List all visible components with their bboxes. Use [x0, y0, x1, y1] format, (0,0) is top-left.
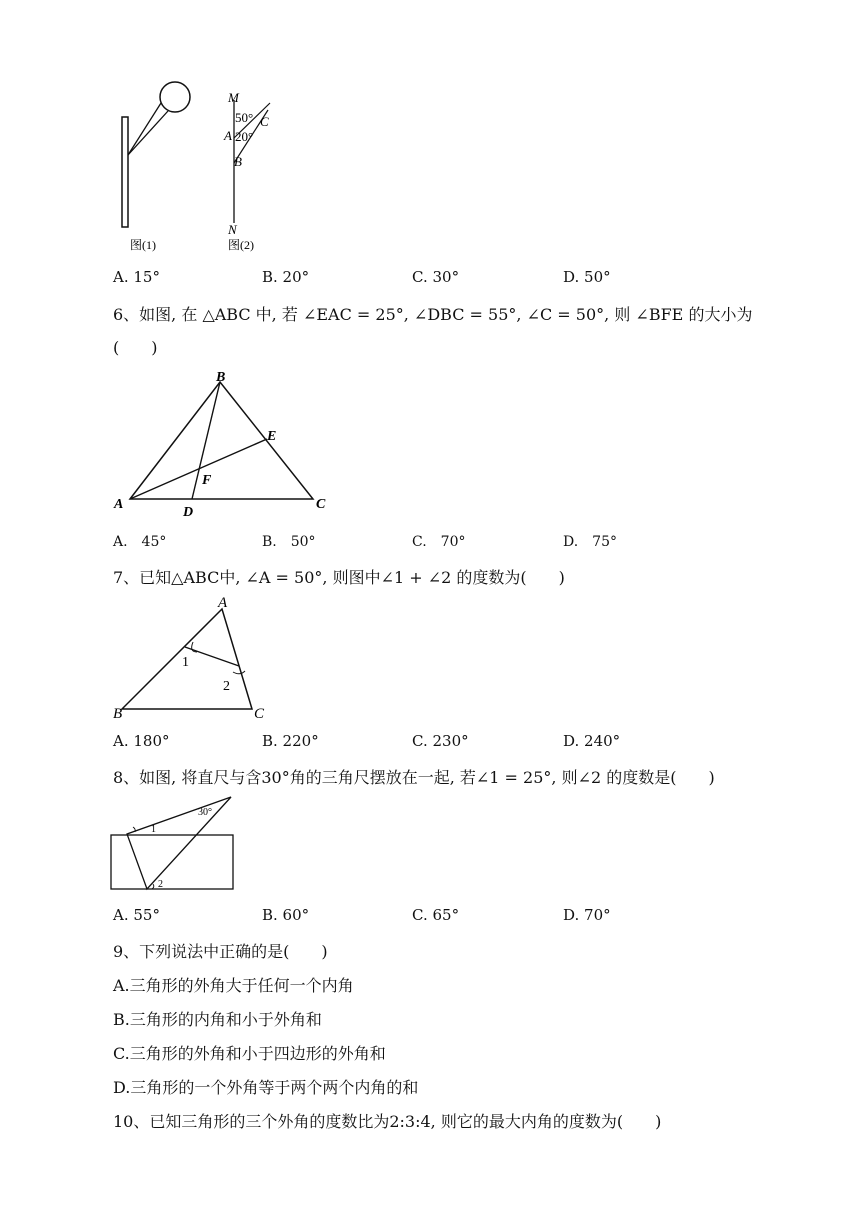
- svg-text:A: A: [218, 595, 228, 611]
- q7-option-c[interactable]: C. 230°: [412, 732, 469, 750]
- q8-option-a[interactable]: A. 55°: [113, 906, 160, 924]
- svg-text:1: 1: [182, 655, 189, 670]
- q7-option-d[interactable]: D. 240°: [563, 732, 621, 750]
- q9-option-b[interactable]: B.三角形的内角和小于外角和: [113, 1010, 322, 1029]
- q6-option-a[interactable]: A. 45°: [113, 534, 167, 550]
- q5-option-c[interactable]: C. 30°: [412, 268, 460, 286]
- q8-ruler-triangle-figure: [105, 793, 245, 893]
- svg-text:B: B: [234, 154, 242, 169]
- svg-text:F: F: [202, 473, 212, 488]
- q5-option-b[interactable]: B. 20°: [262, 268, 310, 286]
- svg-text:C: C: [316, 497, 326, 512]
- svg-text:A: A: [224, 128, 232, 143]
- svg-text:2: 2: [158, 879, 163, 890]
- q8-option-b[interactable]: B. 60°: [262, 906, 310, 924]
- q5-figure-2: [220, 88, 290, 253]
- svg-text:B: B: [216, 370, 226, 385]
- q9-question-text: 9、下列说法中正确的是( ): [113, 942, 328, 961]
- q9-option-d[interactable]: D.三角形的一个外角等于两个两个内角的和: [113, 1078, 419, 1097]
- svg-text:20°: 20°: [235, 129, 254, 144]
- q8-option-c[interactable]: C. 65°: [412, 906, 460, 924]
- svg-text:D: D: [183, 505, 194, 520]
- q9-option-c[interactable]: C.三角形的外角和小于四边形的外角和: [113, 1044, 386, 1063]
- q7-option-b[interactable]: B. 220°: [262, 732, 319, 750]
- svg-text:B: B: [113, 706, 123, 722]
- fig2-caption: 图(2): [228, 238, 254, 252]
- svg-text:1: 1: [151, 824, 156, 835]
- svg-text:50°: 50°: [235, 110, 254, 125]
- q7-question-text: 7、已知△ABC中, ∠A = 50°, 则图中∠1 + ∠2 的度数为( ): [113, 568, 565, 587]
- svg-text:M: M: [228, 90, 239, 105]
- q5-option-d[interactable]: D. 50°: [563, 268, 611, 286]
- q5-figure-1: [110, 75, 210, 255]
- svg-text:C: C: [254, 706, 265, 722]
- q7-triangle-figure: [105, 592, 275, 722]
- svg-text:E: E: [267, 429, 277, 444]
- fig1-caption: 图(1): [130, 238, 156, 252]
- q10-question-text: 10、已知三角形的三个外角的度数比为2:3:4, 则它的最大内角的度数为( ): [113, 1112, 662, 1131]
- svg-text:A: A: [114, 497, 124, 512]
- svg-text:2: 2: [223, 679, 230, 694]
- q6-option-b[interactable]: B. 50°: [262, 534, 316, 550]
- q6-option-c[interactable]: C. 70°: [412, 534, 466, 550]
- svg-text:C: C: [260, 114, 269, 129]
- q9-option-a[interactable]: A.三角形的外角大于任何一个内角: [113, 976, 354, 995]
- q6-triangle-figure: [105, 365, 345, 525]
- q7-option-a[interactable]: A. 180°: [113, 732, 170, 750]
- q6-answer-bracket: ( ): [113, 338, 158, 357]
- q6-question-text: 6、如图, 在 △ABC 中, 若 ∠EAC = 25°, ∠DBC = 55°, ∠C = 50°, 则 ∠BFE 的大小为: [113, 305, 753, 324]
- svg-text:30°: 30°: [198, 807, 212, 818]
- q5-option-a[interactable]: A. 15°: [113, 268, 160, 286]
- q8-question-text: 8、如图, 将直尺与含30°角的三角尺摆放在一起, 若∠1 = 25°, 则∠2 的度数是( ): [113, 768, 715, 787]
- q8-option-d[interactable]: D. 70°: [563, 906, 611, 924]
- q6-option-d[interactable]: D. 75°: [563, 534, 617, 550]
- svg-text:N: N: [228, 222, 237, 237]
